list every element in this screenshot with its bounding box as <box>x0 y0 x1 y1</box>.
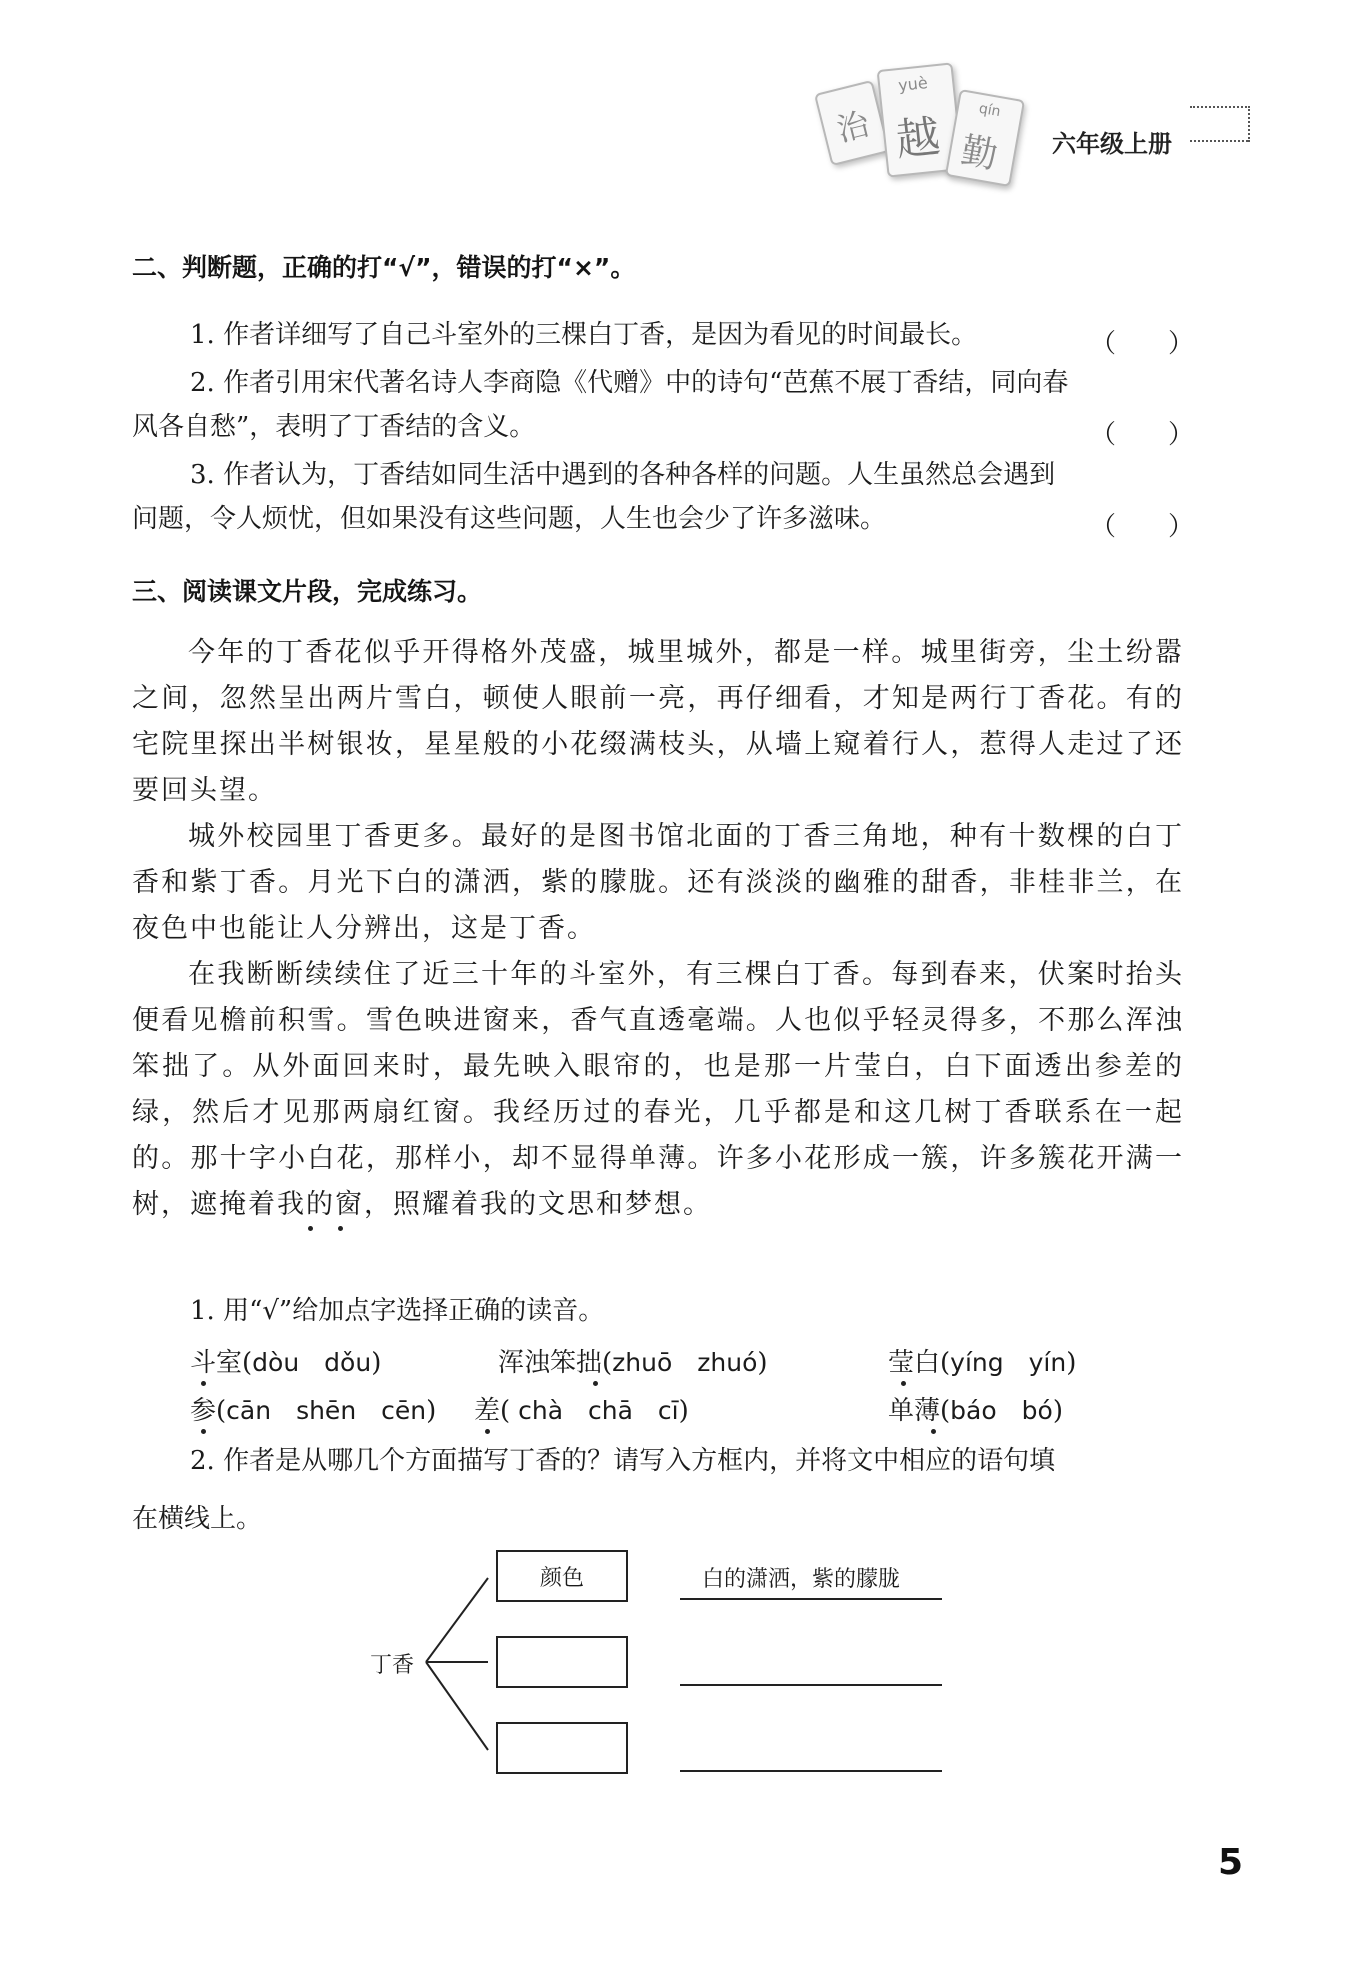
q1-row1-item2 <box>498 1342 768 1379</box>
logo-pinyin-2: qín <box>977 100 1002 121</box>
q2-prompt-line2: 在横线上。 <box>132 1504 263 1534</box>
section2-title: 二、判断题，正确的打“√”，错误的打“×”。 <box>132 253 636 282</box>
answer-line-2[interactable] <box>680 1684 942 1686</box>
q1-row2-item3 <box>888 1390 1063 1427</box>
q1-close: ) <box>1066 1348 1077 1378</box>
passage-paragraph-3: 在我断断续续住了近三十年的斗室外，有三棵白丁香。每到春来，伏案时抬头便看见檐前积雪。雪色映进窗来，香气直透毫端。人也似乎轻灵得多，不那么浑浊笨拙了。从外面回来时，最先映入眼帘的，也是那一片莹白，白下面透出参差的绿，然后才见那两扇红窗。我经历过的春光，几乎都是和这几树丁香联系在一起的。那十字小白花，那样小，却不显得单薄。许多小花形成一簇，许多簇花开满一树，遮掩着我的窗，照耀着我的文思和梦想。 <box>132 959 1184 1220</box>
q1-row2-item2 <box>474 1390 689 1427</box>
q1-word: 差( <box>474 1396 511 1426</box>
section3-title: 三、阅读课文片段，完成练习。 <box>132 577 483 606</box>
header-dotted-border <box>1190 106 1250 142</box>
s2-item1-paren: （ ） <box>1090 329 1195 359</box>
passage-paragraph-2: 城外校园里丁香更多。最好的是图书馆北面的丁香三角地，种有十数棵的白丁香和紫丁香。月光下白的潇洒，紫的朦胧。还有淡淡的幽雅的甜香，非桂非兰，在夜色中也能让人分辨出，这是丁香。 <box>132 821 1184 944</box>
answer-line-3[interactable] <box>680 1770 942 1772</box>
q1-pinyin-options: dòu dǒu <box>252 1348 372 1377</box>
s2-item2-line2: 风各自愁”，表明了丁香结的含义。 <box>132 412 536 442</box>
q1-row1-item3 <box>888 1342 1076 1379</box>
diagram-answer-1: 白的潇洒，紫的朦胧 <box>702 1567 901 1592</box>
diagram-root-label: 丁香 <box>370 1653 415 1678</box>
q1-close: ) <box>371 1348 382 1378</box>
logo-pinyin-1: yuè <box>897 73 929 96</box>
logo-card-3 <box>945 89 1025 187</box>
s2-item3-line2: 问题，令人烦忧，但如果没有这些问题，人生也会少了许多滋味。 <box>132 504 887 534</box>
logo-char-1: 治 <box>832 104 874 150</box>
emphasis-dot <box>485 1429 490 1434</box>
s2-item2-line1: 2. 作者引用宋代著名诗人李商隐《代赠》中的诗句“芭蕉不展丁香结，同向春 <box>190 368 1069 398</box>
s2-item3-line1: 3. 作者认为，丁香结如同生活中遇到的各种各样的问题。人生虽然总会遇到 <box>190 460 1056 490</box>
q1-prompt: 1. 用“√”给加点字选择正确的读音。 <box>190 1296 605 1326</box>
q1-pinyin-options: yíng yín <box>950 1348 1067 1377</box>
logo-char-3: 勤 <box>957 130 1001 178</box>
q1-close: ) <box>678 1396 689 1426</box>
grade-label: 六年级上册 <box>1052 130 1172 158</box>
q1-word: 参( <box>190 1396 227 1426</box>
q1-word: 单薄( <box>888 1396 951 1426</box>
diagram-box-1[interactable] <box>496 1550 628 1602</box>
q2-prompt-line1: 2. 作者是从哪几个方面描写丁香的？请写入方框内，并将文中相应的语句填 <box>190 1446 1056 1476</box>
diagram-box-3[interactable] <box>496 1722 628 1774</box>
q1-pinyin-options: cān shēn cēn <box>226 1396 427 1425</box>
emphasis-dot <box>931 1429 936 1434</box>
q1-word: 浑浊笨拙( <box>498 1348 613 1378</box>
q1-row2-item1 <box>190 1390 436 1427</box>
q2-diagram <box>360 1540 960 1800</box>
passage-paragraph-1: 今年的丁香花似乎开得格外茂盛，城里城外，都是一样。城里街旁，尘土纷嚣之间，忽然呈出两片雪白，顿使人眼前一亮，再仔细看，才知是两行丁香花。有的宅院里探出半树银妆，星星般的小花缀满枝头，从墙上窥着行人，惹得人走过了还要回头望。 <box>132 637 1184 806</box>
q1-close: ) <box>1052 1396 1063 1426</box>
page-number: 5 <box>1218 1842 1244 1883</box>
s2-item1-line1: 1. 作者详细写了自己斗室外的三棵白丁香，是因为看见的时间最长。 <box>190 320 978 350</box>
q1-word: 莹白( <box>888 1348 951 1378</box>
q1-word: 斗室( <box>190 1348 253 1378</box>
s2-item2-paren: （ ） <box>1090 420 1195 450</box>
header-logo <box>820 58 1030 208</box>
emphasis-dot <box>338 1226 343 1231</box>
q1-pinyin-options: báo bó <box>950 1396 1053 1425</box>
s2-item3-paren: （ ） <box>1090 512 1195 542</box>
emphasis-dot <box>201 1429 206 1434</box>
diagram-box-2[interactable] <box>496 1636 628 1688</box>
q1-close: ) <box>426 1396 437 1426</box>
emphasis-dot <box>201 1381 206 1386</box>
q1-row1-item1 <box>190 1342 381 1379</box>
q1-close: ) <box>757 1348 768 1378</box>
emphasis-dot <box>308 1226 313 1231</box>
answer-line-1[interactable] <box>680 1598 942 1600</box>
emphasis-dot <box>593 1381 598 1386</box>
q1-pinyin-options: zhuō zhuó <box>612 1348 758 1377</box>
header-dotted-rule <box>1190 140 1248 142</box>
logo-char-2: 越 <box>893 111 943 167</box>
diagram-box-1-label: 颜色 <box>539 1565 584 1591</box>
emphasis-dot <box>901 1381 906 1386</box>
q1-pinyin-options: chà chā cī <box>510 1396 679 1425</box>
